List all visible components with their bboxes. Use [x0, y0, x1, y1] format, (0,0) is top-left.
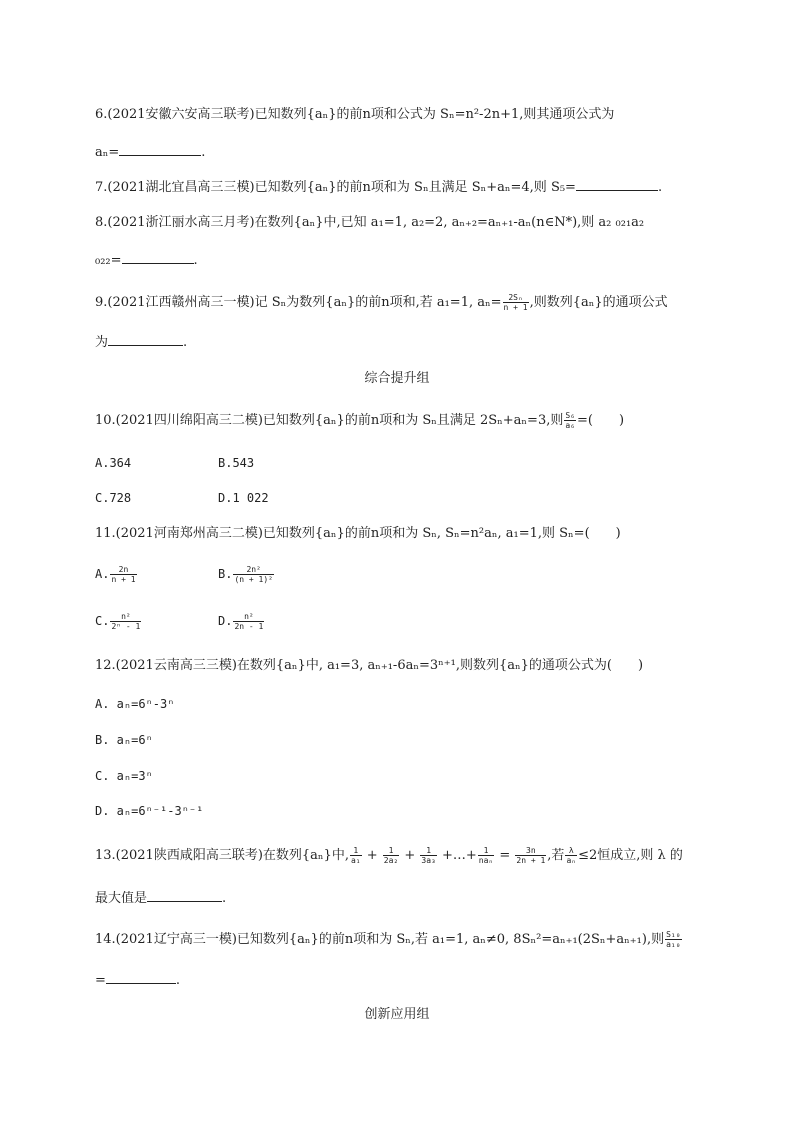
answer-blank[interactable]: [108, 333, 183, 346]
fraction: $\frac{\text{2Sₙ}}{n + 1}$: [503, 293, 528, 312]
option-a: A.364: [95, 456, 132, 470]
question-9-answer-line: 为 .: [95, 335, 188, 350]
answer-blank[interactable]: [576, 178, 658, 191]
fraction-term: $\frac{1}{\text{2a₂}}$: [383, 846, 399, 865]
option-b: B. aₙ=6ⁿ: [95, 733, 153, 747]
fraction-term: $\frac{1}{\text{naₙ}}$: [478, 846, 494, 865]
question-13-answer-line: 最大值是 .: [95, 891, 227, 906]
plus-operator: +: [400, 848, 420, 863]
option-d: D. aₙ=6ⁿ⁻¹-3ⁿ⁻¹: [95, 804, 204, 818]
option-a: A. $\frac{2n}{n + 1}$: [95, 565, 136, 584]
fraction-term: $\frac{1}{\text{3a₃}}$: [421, 846, 436, 865]
option-d: D.1 022: [218, 491, 269, 505]
question-8-stem: 8.(2021浙江丽水高三月考)在数列{aₙ}中,已知 a₁=1, a₂=2, aₙ₊₂=aₙ₊₁-aₙ(n∈N*),则 a₂ ₀₂₁a₂: [95, 215, 645, 230]
question-10-stem: 10.(2021四川绵阳高三二模)已知数列{aₙ}的前n项和为 Sₙ且满足 2Sₙ+aₙ=3,则 $\frac{\text{S₆}}{\text{a₆}}$ =( ): [95, 411, 625, 430]
answer-blank[interactable]: [122, 251, 194, 264]
question-7-stem: 7.(2021湖北宜昌高三三模)已知数列{aₙ}的前n项和为 Sₙ且满足 Sₙ+aₙ=4,则 S₅= .: [95, 180, 663, 195]
question-14-answer-line: = .: [95, 973, 181, 988]
option-b: B. $\frac{\text{2n²}}{\text{(n + 1)²}}$: [218, 565, 273, 584]
question-6-text: 6.(2021安徽六安高三联考)已知数列{aₙ}的前n项和公式为 Sₙ=n²-2n+1,则其通项公式为: [95, 107, 615, 122]
question-14-stem: 14.(2021辽宁高三一模)已知数列{aₙ}的前n项和为 Sₙ,若 a₁=1, aₙ≠0, 8Sₙ²=aₙ₊₁(2Sₙ+aₙ₊₁),则 $\frac{\text{S₁₀}}{\text{a₁₀}}$: [95, 930, 681, 949]
fraction-term: $\frac{1}{\text{a₁}}$: [350, 846, 361, 865]
question-12-stem: 12.(2021云南高三三模)在数列{aₙ}中, a₁=3, aₙ₊₁-6aₙ=3ⁿ⁺¹,则数列{aₙ}的通项公式为( ): [95, 658, 644, 673]
plus-operator: +: [362, 848, 382, 863]
fraction: $\frac{\text{n²}}{2n - 1}$: [234, 612, 264, 631]
fraction-sum: [349, 848, 495, 863]
question-6-answer-line: aₙ= .: [95, 145, 206, 160]
fraction: $\frac{\text{S₆}}{\text{a₆}}$: [565, 411, 575, 430]
option-c: C. aₙ=3ⁿ: [95, 769, 153, 783]
option-a: A. aₙ=6ⁿ-3ⁿ: [95, 697, 175, 711]
question-11-stem: 11.(2021河南郑州高三二模)已知数列{aₙ}的前n项和为 Sₙ, Sₙ=n²aₙ, a₁=1,则 Sₙ=( ): [95, 526, 621, 541]
fraction: $\frac{\text{2n²}}{\text{(n + 1)²}}$: [234, 565, 273, 584]
option-b: B.543: [218, 456, 255, 470]
plus-operator: +…+: [437, 848, 477, 863]
section-heading-innovation: 创新应用组: [364, 1007, 430, 1022]
answer-blank[interactable]: [119, 143, 201, 156]
fraction: $\frac{\lambda}{\text{aₙ}}$: [566, 846, 577, 865]
answer-blank[interactable]: [147, 889, 222, 902]
option-d: D. $\frac{\text{n²}}{2n - 1}$: [218, 612, 264, 631]
question-6-stem: [95, 106, 614, 124]
fraction: $\frac{3n}{2n + 1}$: [516, 846, 546, 865]
option-c: C.728: [95, 491, 132, 505]
section-heading-comprehensive: 综合提升组: [364, 371, 430, 386]
question-8-answer-line: ₀₂₂= .: [95, 253, 198, 268]
fraction: $\frac{\text{S₁₀}}{\text{a₁₀}}$: [666, 930, 681, 949]
question-13-stem: 13.(2021陕西咸阳高三联考)在数列{aₙ}中, $\frac{1}{\text{a₁}}$ + $\frac{1}{\text{2a₂}}$ + $\frac{1}{\text{3a₃}}$ +…+ $\frac{1}{\text{naₙ}}$ = $\frac{3n}{2n + 1}$ ,若 $\frac{\lambda}{\text{aₙ}}$ ≤2恒成立,则 λ 的: [95, 846, 683, 865]
fraction: $\frac{\text{n²}}{\text{2ⁿ - 1}}$: [111, 612, 141, 631]
question-9-stem: 9.(2021江西赣州高三一模)记 Sₙ为数列{aₙ}的前n项和,若 a₁=1, aₙ= $\frac{\text{2Sₙ}}{n + 1}$ ,则数列{aₙ}的通项公式: [95, 293, 668, 312]
fraction: $\frac{2n}{n + 1}$: [111, 565, 136, 584]
option-c: C. $\frac{\text{n²}}{\text{2ⁿ - 1}}$: [95, 612, 141, 631]
answer-blank[interactable]: [106, 971, 176, 984]
